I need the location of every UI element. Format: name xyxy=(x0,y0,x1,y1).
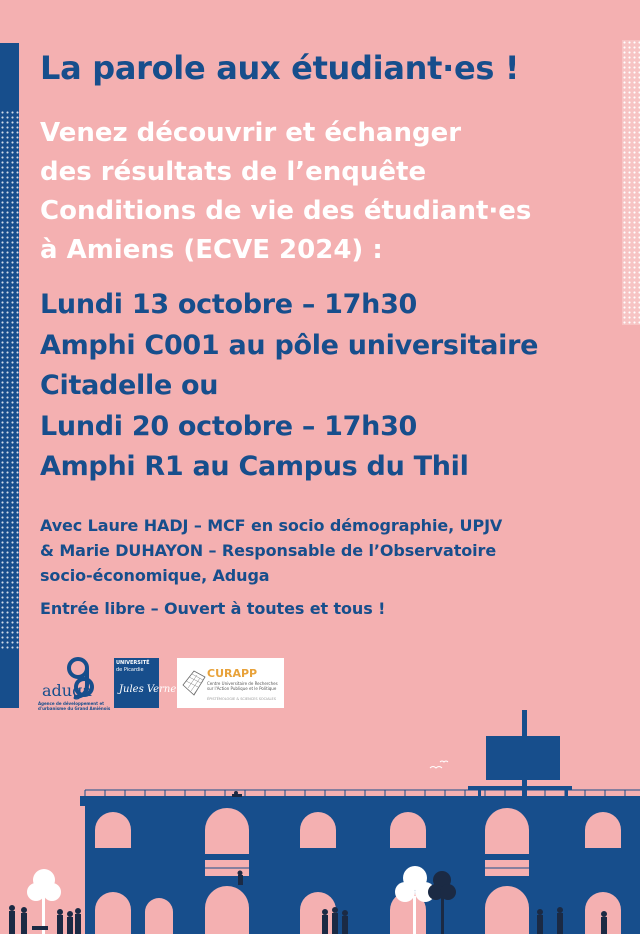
left-dot-pattern xyxy=(0,110,19,650)
rooftop-platform xyxy=(468,786,572,790)
upjv-signature: Jules Verne xyxy=(119,684,177,695)
intro-line: à Amiens (ECVE 2024) : xyxy=(40,235,383,265)
upjv-line: de Picardie xyxy=(116,667,144,673)
rooftop-mast xyxy=(522,710,527,796)
session-place-1-cont: Citadelle ou xyxy=(40,370,219,401)
curapp-desc-line: sur l'Action Publique et le Politique xyxy=(207,686,277,691)
speaker-line: & Marie DUHAYON – Responsable de l’Observatoire xyxy=(40,541,497,560)
curapp-cube-icon xyxy=(180,663,208,703)
curapp-desc-line: Centre Universitaire de Recherches xyxy=(207,681,278,686)
curapp-name: CURAPP xyxy=(207,667,258,680)
bird xyxy=(430,767,442,769)
intro-line: des résultats de l’enquête xyxy=(40,157,427,187)
speaker-line: socio-économique, Aduga xyxy=(40,566,270,585)
aduga-name: aduga xyxy=(42,681,92,700)
session-place-1: Amphi C001 au pôle universitaire xyxy=(40,329,539,361)
intro-line: Conditions de vie des étudiant·es xyxy=(40,196,532,226)
aduga-subtitle-line: d'urbanisme du Grand Amiénois xyxy=(38,706,111,711)
entry-info: Entrée libre – Ouvert à toutes et tous ! xyxy=(40,599,386,618)
right-edge-strip xyxy=(622,0,640,40)
session-details xyxy=(40,285,538,488)
right-dot-pattern xyxy=(622,40,640,325)
intro-line: Venez découvrir et échanger xyxy=(40,118,462,148)
curapp-tagline: ÉPISTÉMOLOGIE & SCIENCES SOCIALES xyxy=(207,697,276,701)
speaker-line: Avec Laure HADJ – MCF en socio démographie, UPJV xyxy=(40,516,503,535)
poster-title: La parole aux étudiant·es ! xyxy=(40,49,520,87)
building-illustration xyxy=(0,700,640,934)
roof-railing xyxy=(85,790,640,796)
session-date-2: Lundi 20 octobre – 17h30 xyxy=(40,410,418,442)
building-roof-ledge xyxy=(80,796,640,806)
curapp-description xyxy=(207,681,278,691)
aduga-subtitle-line: Agence de développement et xyxy=(38,701,105,706)
bird xyxy=(440,761,448,762)
session-date-1: Lundi 13 octobre – 17h30 xyxy=(40,289,418,320)
white-tree-left xyxy=(27,869,61,934)
intro-text xyxy=(40,114,531,270)
session-place-2: Amphi R1 au Campus du Thil xyxy=(40,451,469,482)
speakers-text xyxy=(40,513,502,588)
upjv-line: UNIVERSITÉ xyxy=(116,660,150,666)
